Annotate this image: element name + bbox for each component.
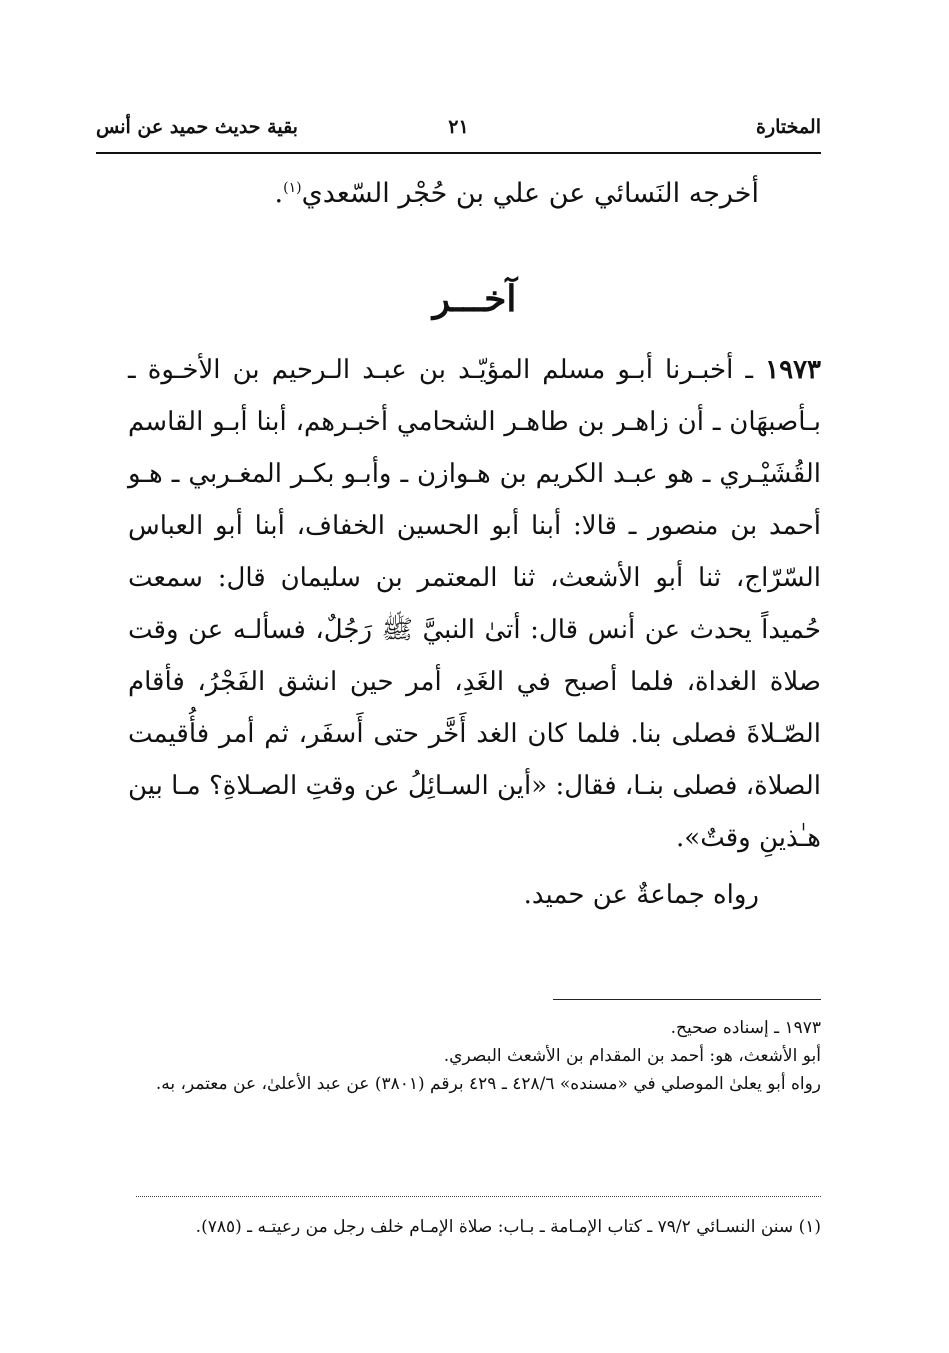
narration-note: رواه جماعةٌ عن حميد. bbox=[523, 880, 759, 910]
hadith-text: ـ أخبـرنا أبـو مسلم المؤيّـد بن عبـد الـرحيم بن الأخـوة ـ بـأصبهَان ـ أن زاهـر بن طاهـر الشحامي أخبـرهم، أبنا أبـو القاسم القُشَيْـري ـ هو عبـد الكريم بن هـوازن ـ وأبـو بكـر المغـربي ـ هـو أحمد بن منصور ـ قالا: أبنا أبو الحسين الخفاف، أبنا أبو العباس السّرّاج، ثنا أبو الأشعث، ثنا المعتمر بن سليمان قال: سمعت حُميداً يحدث عن أنس قال: أتىٰ النبيَّ ﷺ رَجُلٌ، فسألـه عن وقت صلاة الغداة، فلما أصبح في الغَدِ، أمر حين انشق الفَجْرُ، فأقام الصّـلاةَ فصلى بنا. فلما كان الغد أَخَّر حتى أَسفَر، ثم أمر فأُقيمت الصلاة، فصلى بنـا، فقال: «أين السـائِلُ عن وقتِ الصـلاةِ؟ مـا بين هـٰذينِ وقتٌ». bbox=[128, 355, 821, 853]
hadith-number: ١٩٧٣ bbox=[765, 355, 821, 385]
book-title: المختارة bbox=[756, 116, 821, 138]
commentary-line: ١٩٧٣ ـ إسناده صحيح. bbox=[670, 1018, 821, 1038]
commentary-line: أبو الأشعث، هو: أحمد بن المقدام بن الأشعث البصري. bbox=[443, 1046, 821, 1066]
page-number: ٢١ bbox=[448, 116, 469, 138]
section-heading: آخـــر bbox=[432, 278, 517, 320]
footnote-separator bbox=[136, 1196, 821, 1197]
commentary bbox=[98, 1014, 821, 1098]
footnote-item: (١) سنن النسـائي ٧٩/٢ ـ كتاب الإمـامة ـ بـاب: صلاة الإمـام خلف رجل من رعيتـه ـ (٧٨٥). bbox=[195, 1217, 821, 1237]
footnote-reference: (١) bbox=[283, 180, 302, 196]
intro-line bbox=[275, 178, 759, 209]
section-running-title: بقية حديث حميد عن أنس bbox=[96, 116, 298, 138]
hadith-paragraph bbox=[128, 344, 821, 864]
intro-text: أخرجه النَسائي عن علي بن حُجْر السّعدي bbox=[301, 178, 759, 209]
commentary-line: رواه أبو يعلىٰ الموصلي في «مسنده» ٤٢٨/٦ ـ ٤٢٩ برقم (٣٨٠١) عن عبد الأعلىٰ، عن معتمر، به. bbox=[155, 1074, 821, 1094]
footnotes bbox=[98, 1212, 821, 1242]
commentary-separator bbox=[553, 999, 821, 1000]
intro-end: . bbox=[274, 178, 284, 209]
running-header bbox=[96, 112, 821, 154]
